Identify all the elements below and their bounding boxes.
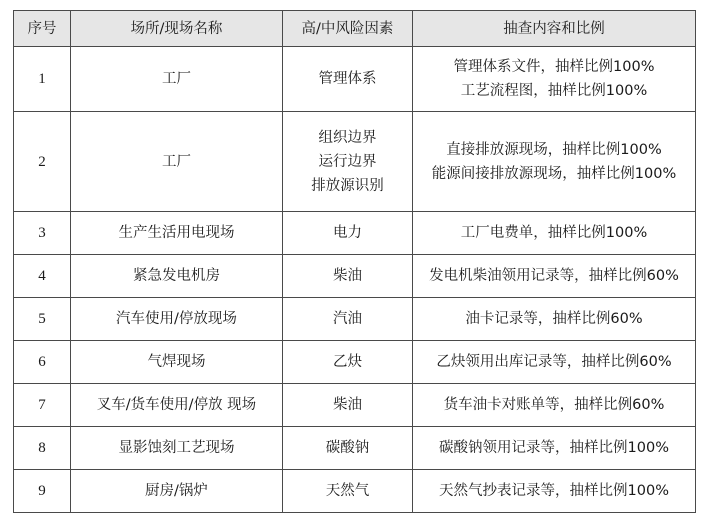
row-seq: 3 [14, 212, 71, 255]
risk-line: 电力 [333, 225, 362, 241]
table-header-row [14, 11, 696, 47]
row-seq: 6 [14, 341, 71, 384]
row-seq: 1 [14, 47, 71, 112]
row-site: 汽车使用/停放现场 [71, 298, 283, 341]
row-seq: 5 [14, 298, 71, 341]
row-check [413, 298, 696, 341]
row-check [413, 384, 696, 427]
row-check [413, 212, 696, 255]
header-risk: 高/中风险因素 [283, 11, 413, 47]
risk-line: 碳酸钠 [325, 440, 370, 456]
header-seq: 序号 [14, 11, 71, 47]
row-risk [283, 341, 413, 384]
row-site: 工厂 [71, 112, 283, 212]
row-site: 厨房/锅炉 [71, 470, 283, 513]
row-seq: 7 [14, 384, 71, 427]
row-site: 生产生活用电现场 [71, 212, 283, 255]
check-line: 油卡记录等，抽样比例60% [465, 311, 643, 327]
check-line: 发电机柴油领用记录等，抽样比例60% [429, 268, 679, 284]
row-check [413, 255, 696, 298]
check-line: 碳酸钠领用记录等，抽样比例100% [439, 440, 669, 456]
risk-line: 天然气 [325, 483, 370, 499]
row-risk [283, 255, 413, 298]
row-risk [283, 112, 413, 212]
row-risk [283, 384, 413, 427]
row-check [413, 470, 696, 513]
table-row [14, 255, 696, 298]
check-line: 乙炔领用出库记录等，抽样比例60% [436, 354, 672, 370]
check-line: 能源间接排放源现场，抽样比例100% [431, 165, 677, 182]
table-body [14, 47, 696, 513]
row-check [413, 341, 696, 384]
risk-line: 排放源识别 [311, 177, 384, 194]
table-row [14, 341, 696, 384]
risk-line: 柴油 [333, 397, 362, 413]
row-risk [283, 298, 413, 341]
row-site: 显影蚀刻工艺现场 [71, 427, 283, 470]
row-seq: 8 [14, 427, 71, 470]
table-row [14, 427, 696, 470]
row-site: 工厂 [71, 47, 283, 112]
row-site: 气焊现场 [71, 341, 283, 384]
risk-line: 汽油 [333, 311, 362, 327]
audit-sampling-table [13, 10, 696, 513]
table-row [14, 384, 696, 427]
row-risk [283, 470, 413, 513]
risk-line: 组织边界 [318, 129, 377, 146]
row-site: 紧急发电机房 [71, 255, 283, 298]
table-row [14, 470, 696, 513]
header-check: 抽查内容和比例 [413, 11, 696, 47]
check-line: 货车油卡对账单等，抽样比例60% [443, 397, 665, 413]
table-row [14, 212, 696, 255]
row-seq: 9 [14, 470, 71, 513]
row-risk [283, 427, 413, 470]
row-seq: 2 [14, 112, 71, 212]
risk-line: 柴油 [333, 268, 362, 284]
check-line: 工厂电费单，抽样比例100% [460, 225, 648, 241]
risk-line: 管理体系 [318, 71, 377, 87]
risk-line: 乙炔 [333, 354, 362, 370]
row-risk [283, 47, 413, 112]
table-row [14, 298, 696, 341]
row-seq: 4 [14, 255, 71, 298]
row-risk [283, 212, 413, 255]
table-row [14, 47, 696, 112]
header-site: 场所/现场名称 [71, 11, 283, 47]
row-site: 叉车/货车使用/停放 现场 [71, 384, 283, 427]
row-check [413, 112, 696, 212]
check-line: 管理体系文件，抽样比例100% [453, 59, 655, 75]
check-line: 工艺流程图，抽样比例100% [460, 83, 648, 99]
check-line: 直接排放源现场，抽样比例100% [446, 141, 662, 158]
check-line: 天然气抄表记录等，抽样比例100% [439, 483, 669, 499]
risk-line: 运行边界 [318, 153, 377, 170]
row-check [413, 427, 696, 470]
row-check [413, 47, 696, 112]
table-row [14, 112, 696, 212]
